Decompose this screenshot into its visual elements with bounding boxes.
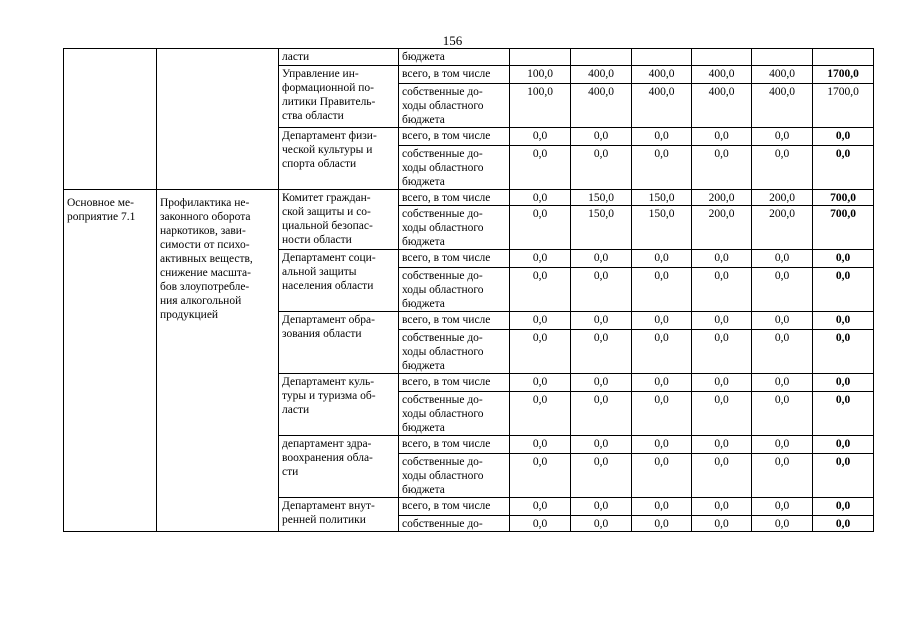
amount-cell: 0,0 [571, 146, 632, 190]
funding-source-cell: собственные до- ходы областного бюджета [399, 268, 510, 312]
executor-cell: Управление ин- формационной по- литики Правитель- ства области [279, 66, 399, 128]
amount-cell: 0,0 [632, 330, 692, 374]
amount-cell: 0,0 [752, 268, 813, 312]
executor-cell: Департамент куль- туры и туризма об- ласти [279, 374, 399, 436]
amount-cell: 0,0 [510, 436, 571, 454]
amount-cell: 0,0 [571, 392, 632, 436]
amount-cell: 0,0 [571, 128, 632, 146]
amount-cell: 200,0 [692, 190, 752, 206]
amount-cell: 400,0 [571, 66, 632, 84]
amount-cell: 0,0 [510, 250, 571, 268]
amount-cell: 0,0 [752, 312, 813, 330]
amount-cell: 0,0 [813, 330, 874, 374]
amount-cell: 0,0 [692, 128, 752, 146]
amount-cell: 0,0 [813, 392, 874, 436]
funding-source-cell: всего, в том числе [399, 190, 510, 206]
funding-source-cell: всего, в том числе [399, 312, 510, 330]
funding-source-cell: всего, в том числе [399, 66, 510, 84]
amount-cell: 0,0 [813, 268, 874, 312]
amount-cell: 0,0 [571, 312, 632, 330]
amount-cell: 400,0 [692, 84, 752, 128]
amount-cell [692, 49, 752, 66]
amount-cell: 0,0 [632, 146, 692, 190]
amount-cell: 400,0 [752, 84, 813, 128]
activity-code-cell: Основное ме- роприятие 7.1 [64, 190, 157, 532]
amount-cell: 0,0 [752, 436, 813, 454]
funding-source-cell: собственные до- ходы областного бюджета [399, 392, 510, 436]
amount-cell: 0,0 [510, 330, 571, 374]
amount-cell: 0,0 [752, 146, 813, 190]
amount-cell [510, 49, 571, 66]
funding-source-cell: всего, в том числе [399, 498, 510, 516]
amount-cell: 0,0 [510, 128, 571, 146]
amount-cell: 0,0 [752, 516, 813, 532]
amount-cell: 0,0 [692, 146, 752, 190]
page-number: 156 [442, 33, 463, 48]
amount-cell: 0,0 [510, 312, 571, 330]
funding-source-cell: всего, в том числе [399, 436, 510, 454]
amount-cell: 0,0 [510, 454, 571, 498]
amount-cell: 150,0 [632, 206, 692, 250]
amount-cell [752, 49, 813, 66]
amount-cell: 0,0 [752, 250, 813, 268]
funding-source-cell: всего, в том числе [399, 128, 510, 146]
amount-cell: 0,0 [571, 250, 632, 268]
amount-cell: 0,0 [752, 374, 813, 392]
amount-cell: 0,0 [571, 374, 632, 392]
executor-cell: Департамент физи- ческой культуры и спорта области [279, 128, 399, 190]
amount-cell: 200,0 [752, 206, 813, 250]
amount-cell: 0,0 [632, 250, 692, 268]
amount-cell: 400,0 [571, 84, 632, 128]
amount-cell: 0,0 [813, 436, 874, 454]
amount-cell: 700,0 [813, 190, 874, 206]
amount-cell: 150,0 [632, 190, 692, 206]
amount-cell: 0,0 [510, 374, 571, 392]
amount-cell: 0,0 [632, 516, 692, 532]
funding-source-cell: собственные до- ходы областного бюджета [399, 84, 510, 128]
amount-cell: 0,0 [510, 206, 571, 250]
amount-cell: 0,0 [752, 330, 813, 374]
amount-cell: 0,0 [692, 392, 752, 436]
amount-cell: 0,0 [632, 436, 692, 454]
amount-cell [632, 49, 692, 66]
amount-cell: 0,0 [510, 392, 571, 436]
amount-cell: 0,0 [813, 374, 874, 392]
amount-cell: 0,0 [692, 498, 752, 516]
amount-cell: 0,0 [571, 436, 632, 454]
amount-cell [813, 49, 874, 66]
executor-cell: Департамент внут- ренней политики [279, 498, 399, 532]
amount-cell: 100,0 [510, 84, 571, 128]
amount-cell: 0,0 [571, 268, 632, 312]
amount-cell: 0,0 [813, 128, 874, 146]
amount-cell: 0,0 [632, 374, 692, 392]
funding-source-cell: собственные до- ходы областного бюджета [399, 330, 510, 374]
amount-cell: 0,0 [571, 330, 632, 374]
funding-source-cell: собственные до- ходы областного бюджета [399, 454, 510, 498]
amount-cell: 0,0 [632, 454, 692, 498]
amount-cell: 0,0 [571, 454, 632, 498]
amount-cell: 0,0 [632, 268, 692, 312]
amount-cell: 0,0 [571, 498, 632, 516]
amount-cell: 0,0 [692, 312, 752, 330]
amount-cell: 0,0 [692, 516, 752, 532]
executor-cell: Департамент обра- зования области [279, 312, 399, 374]
amount-cell: 400,0 [632, 66, 692, 84]
activity-name-cell [157, 49, 279, 190]
activity-code-cell [64, 49, 157, 190]
activity-name-cell: Профилактика не- законного оборота наркотиков, зави- симости от психо- активных веществ, снижение масшта- бов злоупотребле- ния алкогольной продукцией [157, 190, 279, 532]
amount-cell: 0,0 [692, 268, 752, 312]
executor-cell: департамент здра- воохранения обла- сти [279, 436, 399, 498]
amount-cell: 0,0 [692, 330, 752, 374]
executor-cell: ласти [279, 49, 399, 66]
amount-cell: 0,0 [692, 374, 752, 392]
amount-cell: 0,0 [632, 312, 692, 330]
amount-cell: 0,0 [752, 392, 813, 436]
amount-cell [571, 49, 632, 66]
amount-cell: 0,0 [510, 146, 571, 190]
amount-cell: 0,0 [813, 250, 874, 268]
funding-source-cell: бюджета [399, 49, 510, 66]
amount-cell: 0,0 [813, 516, 874, 532]
amount-cell: 0,0 [632, 498, 692, 516]
amount-cell: 150,0 [571, 190, 632, 206]
funding-source-cell: собственные до- ходы областного бюджета [399, 146, 510, 190]
funding-source-cell: всего, в том числе [399, 250, 510, 268]
amount-cell: 0,0 [632, 392, 692, 436]
funding-source-cell: собственные до- ходы областного бюджета [399, 206, 510, 250]
amount-cell: 0,0 [813, 454, 874, 498]
executor-cell: Департамент соци- альной защиты населения области [279, 250, 399, 312]
amount-cell: 1700,0 [813, 66, 874, 84]
amount-cell: 0,0 [632, 128, 692, 146]
funding-source-cell: собственные до- [399, 516, 510, 532]
amount-cell: 200,0 [752, 190, 813, 206]
amount-cell: 0,0 [510, 190, 571, 206]
amount-cell: 0,0 [813, 498, 874, 516]
amount-cell: 700,0 [813, 206, 874, 250]
executor-cell: Комитет граждан- ской защиты и со- циальной безопас- ности области [279, 190, 399, 250]
amount-cell: 0,0 [510, 498, 571, 516]
amount-cell: 400,0 [752, 66, 813, 84]
amount-cell: 0,0 [813, 146, 874, 190]
amount-cell: 100,0 [510, 66, 571, 84]
amount-cell: 0,0 [510, 268, 571, 312]
amount-cell: 0,0 [692, 250, 752, 268]
amount-cell: 0,0 [510, 516, 571, 532]
amount-cell: 1700,0 [813, 84, 874, 128]
amount-cell: 0,0 [571, 516, 632, 532]
amount-cell: 0,0 [813, 312, 874, 330]
budget-table [63, 48, 874, 532]
amount-cell: 200,0 [692, 206, 752, 250]
amount-cell: 150,0 [571, 206, 632, 250]
amount-cell: 0,0 [692, 436, 752, 454]
funding-source-cell: всего, в том числе [399, 374, 510, 392]
amount-cell: 400,0 [692, 66, 752, 84]
amount-cell: 0,0 [752, 128, 813, 146]
amount-cell: 0,0 [692, 454, 752, 498]
amount-cell: 400,0 [632, 84, 692, 128]
amount-cell: 0,0 [752, 454, 813, 498]
amount-cell: 0,0 [752, 498, 813, 516]
